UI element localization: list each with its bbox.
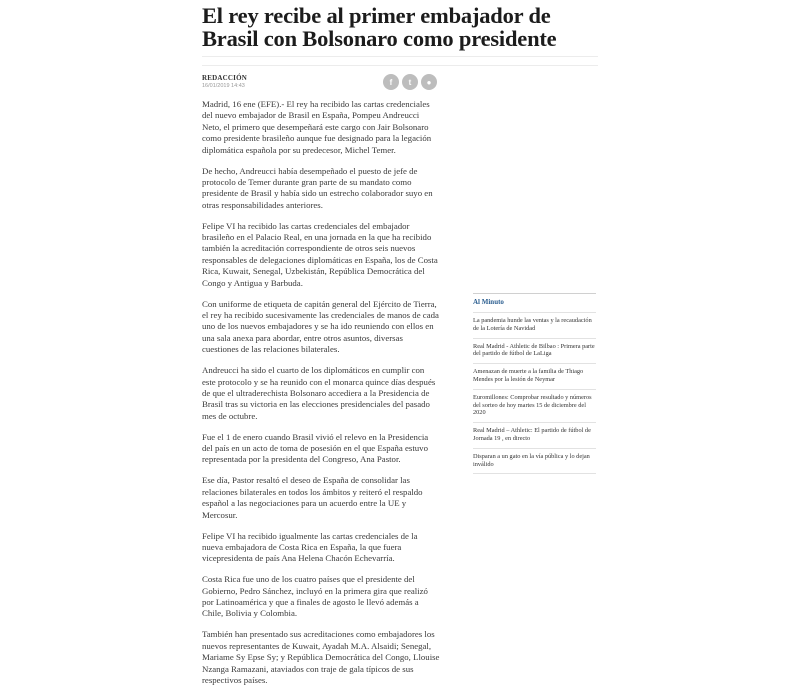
sidebar-news-item[interactable]: Euromillones: Comprobar resultado y números del sorteo de hoy martes 15 de diciembre del 2020 xyxy=(473,390,596,423)
article-headline: El rey recibe al primer embajador de Brasil con Bolsonaro como presidente xyxy=(202,3,557,51)
sidebar-news-item[interactable]: Amenazan de muerte a la familia de Thiago Mendes por la lesión de Neymar xyxy=(473,364,596,390)
sidebar-news-item[interactable]: Real Madrid - Athletic de Bilbao : Primera parte del partido de fútbol de LaLiga xyxy=(473,339,596,365)
divider xyxy=(473,293,596,294)
sidebar-title[interactable]: Al Minuto xyxy=(473,297,596,313)
author: REDACCIÓN xyxy=(202,74,247,82)
paragraph: Andreucci ha sido el cuarto de los diplomáticos en cumplir con este protocolo y se ha reunido con el monarca quince días después de que el ultraderechista Bolsonaro accediera a la Presidencia de Brasil tras su victoria en las elecciones presidenciales del pasado mes de octubre. xyxy=(202,365,436,421)
byline xyxy=(202,74,247,90)
twitter-share-button[interactable] xyxy=(402,74,418,90)
publish-date: 16/01/2019 14:43 xyxy=(202,83,245,89)
share-buttons xyxy=(383,74,437,90)
sidebar-news-item[interactable]: La pandemia hunde las ventas y la recaudación de la Lotería de Navidad xyxy=(473,313,596,339)
paragraph: De hecho, Andreucci había desempeñado el puesto de jefe de protocolo de Temer durante gran parte de su mandato como presidente de Brasil y había sido un estrecho colaborador suyo en otras responsabilidades anteriores. xyxy=(202,165,433,210)
article-body xyxy=(202,99,440,696)
paragraph: Costa Rica fue uno de los cuatro países que el presidente del Gobierno, Pedro Sánchez, incluyó en la primera gira que realizó por Latinoamérica y que a finales de agosto le llevó además a Chile, Bolivia y Colombia. xyxy=(202,574,428,619)
paragraph: También han presentado sus acreditaciones como embajadores los nuevos representantes de Kuwait, Ayadah M.A. Alsaidi; Senegal, Mariame Sy Epse Sy; y República Democrática del Congo, Llouise Nzanga Ramazani, ataviados con traje de gala típicos de sus respectivos países. xyxy=(202,629,440,685)
comment-button[interactable] xyxy=(421,74,437,90)
paragraph: Con uniforme de etiqueta de capitán general del Ejército de Tierra, el rey ha recibido sucesivamente las credenciales de manos de cada uno de los nuevos embajadores y se ha ido reuniendo con ellos en una sala anexa para abordar, entre otros asuntos, diversas cuestiones de las relaciones bilaterales. xyxy=(202,298,439,355)
sidebar-news-item[interactable]: Disparan a un gato en la vía pública y lo dejan inválido xyxy=(473,449,596,475)
paragraph: Madrid, 16 ene (EFE).- El rey ha recibido las cartas credenciales del nuevo embajador de Brasil en España, Pompeu Andreucci Neto, el primero que desempeñará este cargo con Jair Bolsonaro como presidente brasileño aunque fue designado para la legación diplomática española por su predecesor, Michel Temer. xyxy=(202,99,432,155)
comment-icon: ● xyxy=(426,77,432,87)
twitter-icon: t xyxy=(408,77,412,87)
al-minuto-sidebar xyxy=(473,293,596,474)
paragraph: Ese día, Pastor resaltó el deseo de España de consolidar las relaciones bilaterales en todos los ámbitos y reiteró el respaldo español a las negociaciones para un acuerdo entre la UE y Mercosur. xyxy=(202,475,423,520)
facebook-share-button[interactable] xyxy=(383,74,399,90)
paragraph: Felipe VI ha recibido igualmente las cartas credenciales de la nueva embajadora de Costa Rica en España, la que fuera vicepresidenta de país Ana Helena Chacón Echevarría. xyxy=(202,530,418,564)
divider xyxy=(202,56,598,57)
facebook-icon: f xyxy=(389,77,393,87)
paragraph: Fue el 1 de enero cuando Brasil vivió el relevo en la Presidencia del país en un acto de toma de posesión en el que España estuvo representada por la presidenta del Congreso, Ana Pastor. xyxy=(202,431,429,465)
sidebar-news-item[interactable]: Real Madrid – Athletic: El partido de fútbol de Jornada 19 , en directo xyxy=(473,423,596,449)
paragraph: Felipe VI ha recibido las cartas credenciales del embajador brasileño en el Palacio Real, en una jornada en la que ha recibido también la acreditación correspondiente de otros seis nuevos responsables de delegaciones diplomáticas en España, los de Costa Rica, Kuwait, Senegal, Uzbekistán, República Democrática del Congo y Antigua y Barbuda. xyxy=(202,220,438,288)
divider xyxy=(202,65,598,66)
